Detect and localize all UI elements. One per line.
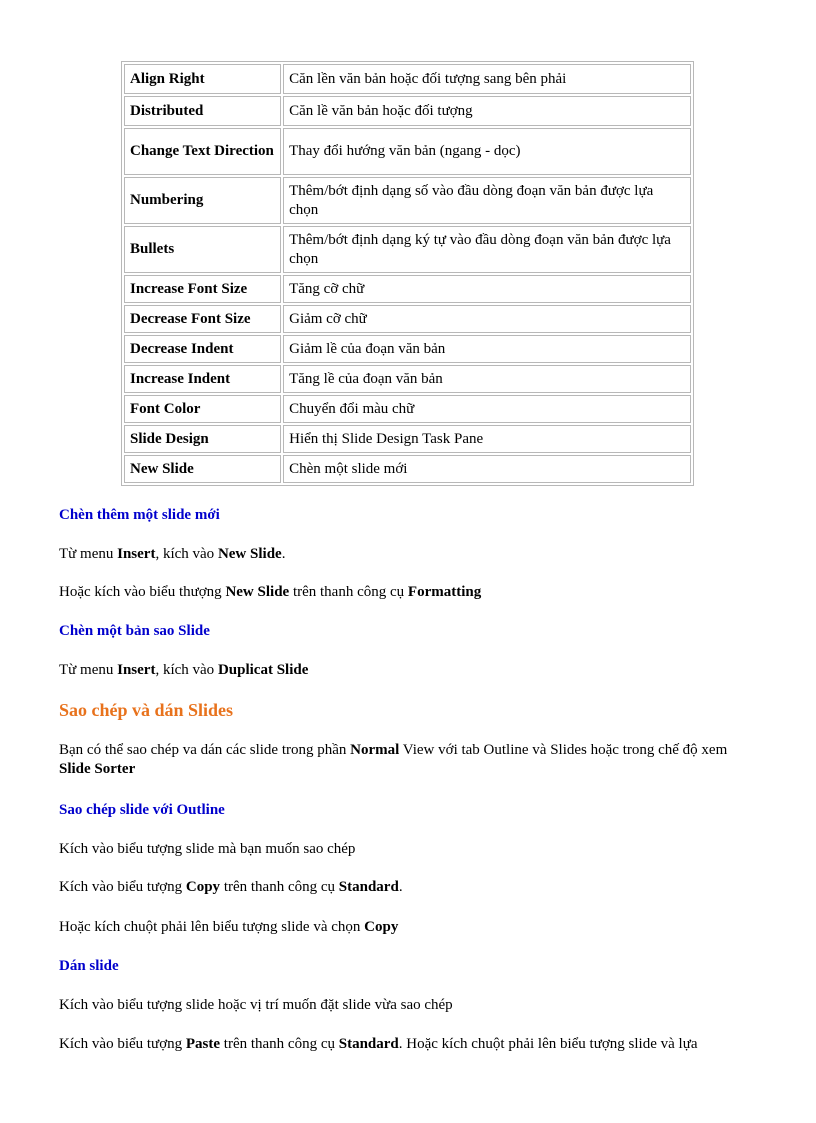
paragraph-paste-icon <box>59 1035 779 1054</box>
paragraph-insert-menu <box>59 545 759 564</box>
desc-cell: Hiển thị Slide Design Task Pane <box>283 425 691 453</box>
formatting-toolbar-label: Formatting <box>407 584 482 600</box>
paragraph-right-click-copy <box>59 918 759 937</box>
desc-cell: Thay đổi hướng văn bản (ngang - dọc) <box>283 128 691 175</box>
heading-duplicate-slide: Chèn một bản sao Slide <box>59 623 210 639</box>
text-run: View với tab Outline và Slides hoặc trong chế độ xem <box>399 742 728 758</box>
heading-copy-outline: Sao chép slide với Outline <box>59 802 225 818</box>
heading-paste-slide: Dán slide <box>59 958 119 974</box>
duplicate-slide-command: Duplicat Slide <box>217 662 309 678</box>
desc-cell: Căn lề văn bản hoặc đối tượng <box>283 96 691 126</box>
term-cell: Numbering <box>124 177 281 224</box>
text-run: Hoặc kích vào biểu thượng <box>59 584 226 600</box>
text-run: trên thanh công cụ <box>220 879 339 895</box>
table-row <box>124 128 691 175</box>
table-row <box>124 177 691 224</box>
desc-cell: Tăng lề của đoạn văn bản <box>283 365 691 393</box>
text-run: Hoặc kích chuột phải lên biểu tượng slide và chọn <box>59 919 365 935</box>
text-run: , kích vào <box>155 546 218 562</box>
desc-cell: Chuyển đổi màu chữ <box>283 395 691 423</box>
table-row <box>124 455 691 483</box>
heading-copy-paste-slides: Sao chép và dán Slides <box>59 700 234 720</box>
term-cell: Align Right <box>124 64 281 94</box>
heading-insert-new-slide: Chèn thêm một slide mới <box>59 507 220 523</box>
term-cell: Slide Design <box>124 425 281 453</box>
term-cell: Increase Indent <box>124 365 281 393</box>
table-row <box>124 226 691 273</box>
desc-cell: Tăng cỡ chữ <box>283 275 691 303</box>
table-row <box>124 64 691 94</box>
normal-view-label: Normal <box>350 742 400 758</box>
command-table-body <box>124 64 691 483</box>
standard-toolbar-label: Standard <box>338 1036 399 1052</box>
menu-insert-label: Insert <box>117 662 156 678</box>
copy-command: Copy <box>364 919 399 935</box>
paragraph-copy-icon <box>59 878 759 897</box>
slide-sorter-label: Slide Sorter <box>59 761 136 777</box>
term-cell: Increase Font Size <box>124 275 281 303</box>
paragraph-paste-position: Kích vào biểu tượng slide hoặc vị trí muốn đặt slide vừa sao chép <box>59 997 453 1013</box>
table-row <box>124 275 691 303</box>
table-row <box>124 365 691 393</box>
desc-cell: Chèn một slide mới <box>283 455 691 483</box>
new-slide-icon-label: New Slide <box>225 584 290 600</box>
text-run: . <box>281 546 286 562</box>
term-cell: Change Text Direction <box>124 128 281 175</box>
term-cell: Font Color <box>124 395 281 423</box>
desc-cell: Thêm/bớt định dạng ký tự vào đầu dòng đoạn văn bản được lựa chọn <box>283 226 691 273</box>
term-cell: Bullets <box>124 226 281 273</box>
table-row <box>124 96 691 126</box>
text-run: Từ menu <box>59 662 118 678</box>
copy-command: Copy <box>185 879 221 895</box>
desc-cell: Căn lền văn bản hoặc đối tượng sang bên phải <box>283 64 691 94</box>
table-row <box>124 305 691 333</box>
text-run: , kích vào <box>155 662 218 678</box>
standard-toolbar-label: Standard <box>338 879 399 895</box>
paragraph-copy-paste-intro <box>59 741 759 779</box>
paragraph-duplicate-menu <box>59 661 759 680</box>
term-cell: Decrease Indent <box>124 335 281 363</box>
text-run: trên thanh công cụ <box>289 584 408 600</box>
text-run: Bạn có thể sao chép va dán các slide trong phần <box>59 742 351 758</box>
desc-cell: Giảm cỡ chữ <box>283 305 691 333</box>
term-cell: Distributed <box>124 96 281 126</box>
term-cell: New Slide <box>124 455 281 483</box>
desc-cell: Giảm lề của đoạn văn bản <box>283 335 691 363</box>
paragraph-new-slide-icon <box>59 583 759 602</box>
text-run: Từ menu <box>59 546 118 562</box>
text-run: trên thanh công cụ <box>220 1036 339 1052</box>
table-row <box>124 335 691 363</box>
text-run: Kích vào biểu tượng <box>59 879 186 895</box>
term-cell: Decrease Font Size <box>124 305 281 333</box>
new-slide-command: New Slide <box>217 546 282 562</box>
paste-command: Paste <box>185 1036 221 1052</box>
paragraph-select-slide: Kích vào biểu tượng slide mà bạn muốn sao chép <box>59 841 356 857</box>
table-row <box>124 425 691 453</box>
text-run: Kích vào biểu tượng <box>59 1036 186 1052</box>
text-run: . <box>398 879 403 895</box>
command-table <box>121 61 694 486</box>
text-run: . Hoặc kích chuột phải lên biểu tượng slide và lựa <box>398 1036 698 1052</box>
table-row <box>124 395 691 423</box>
menu-insert-label: Insert <box>117 546 156 562</box>
desc-cell: Thêm/bớt định dạng số vào đầu dòng đoạn văn bản được lựa chọn <box>283 177 691 224</box>
